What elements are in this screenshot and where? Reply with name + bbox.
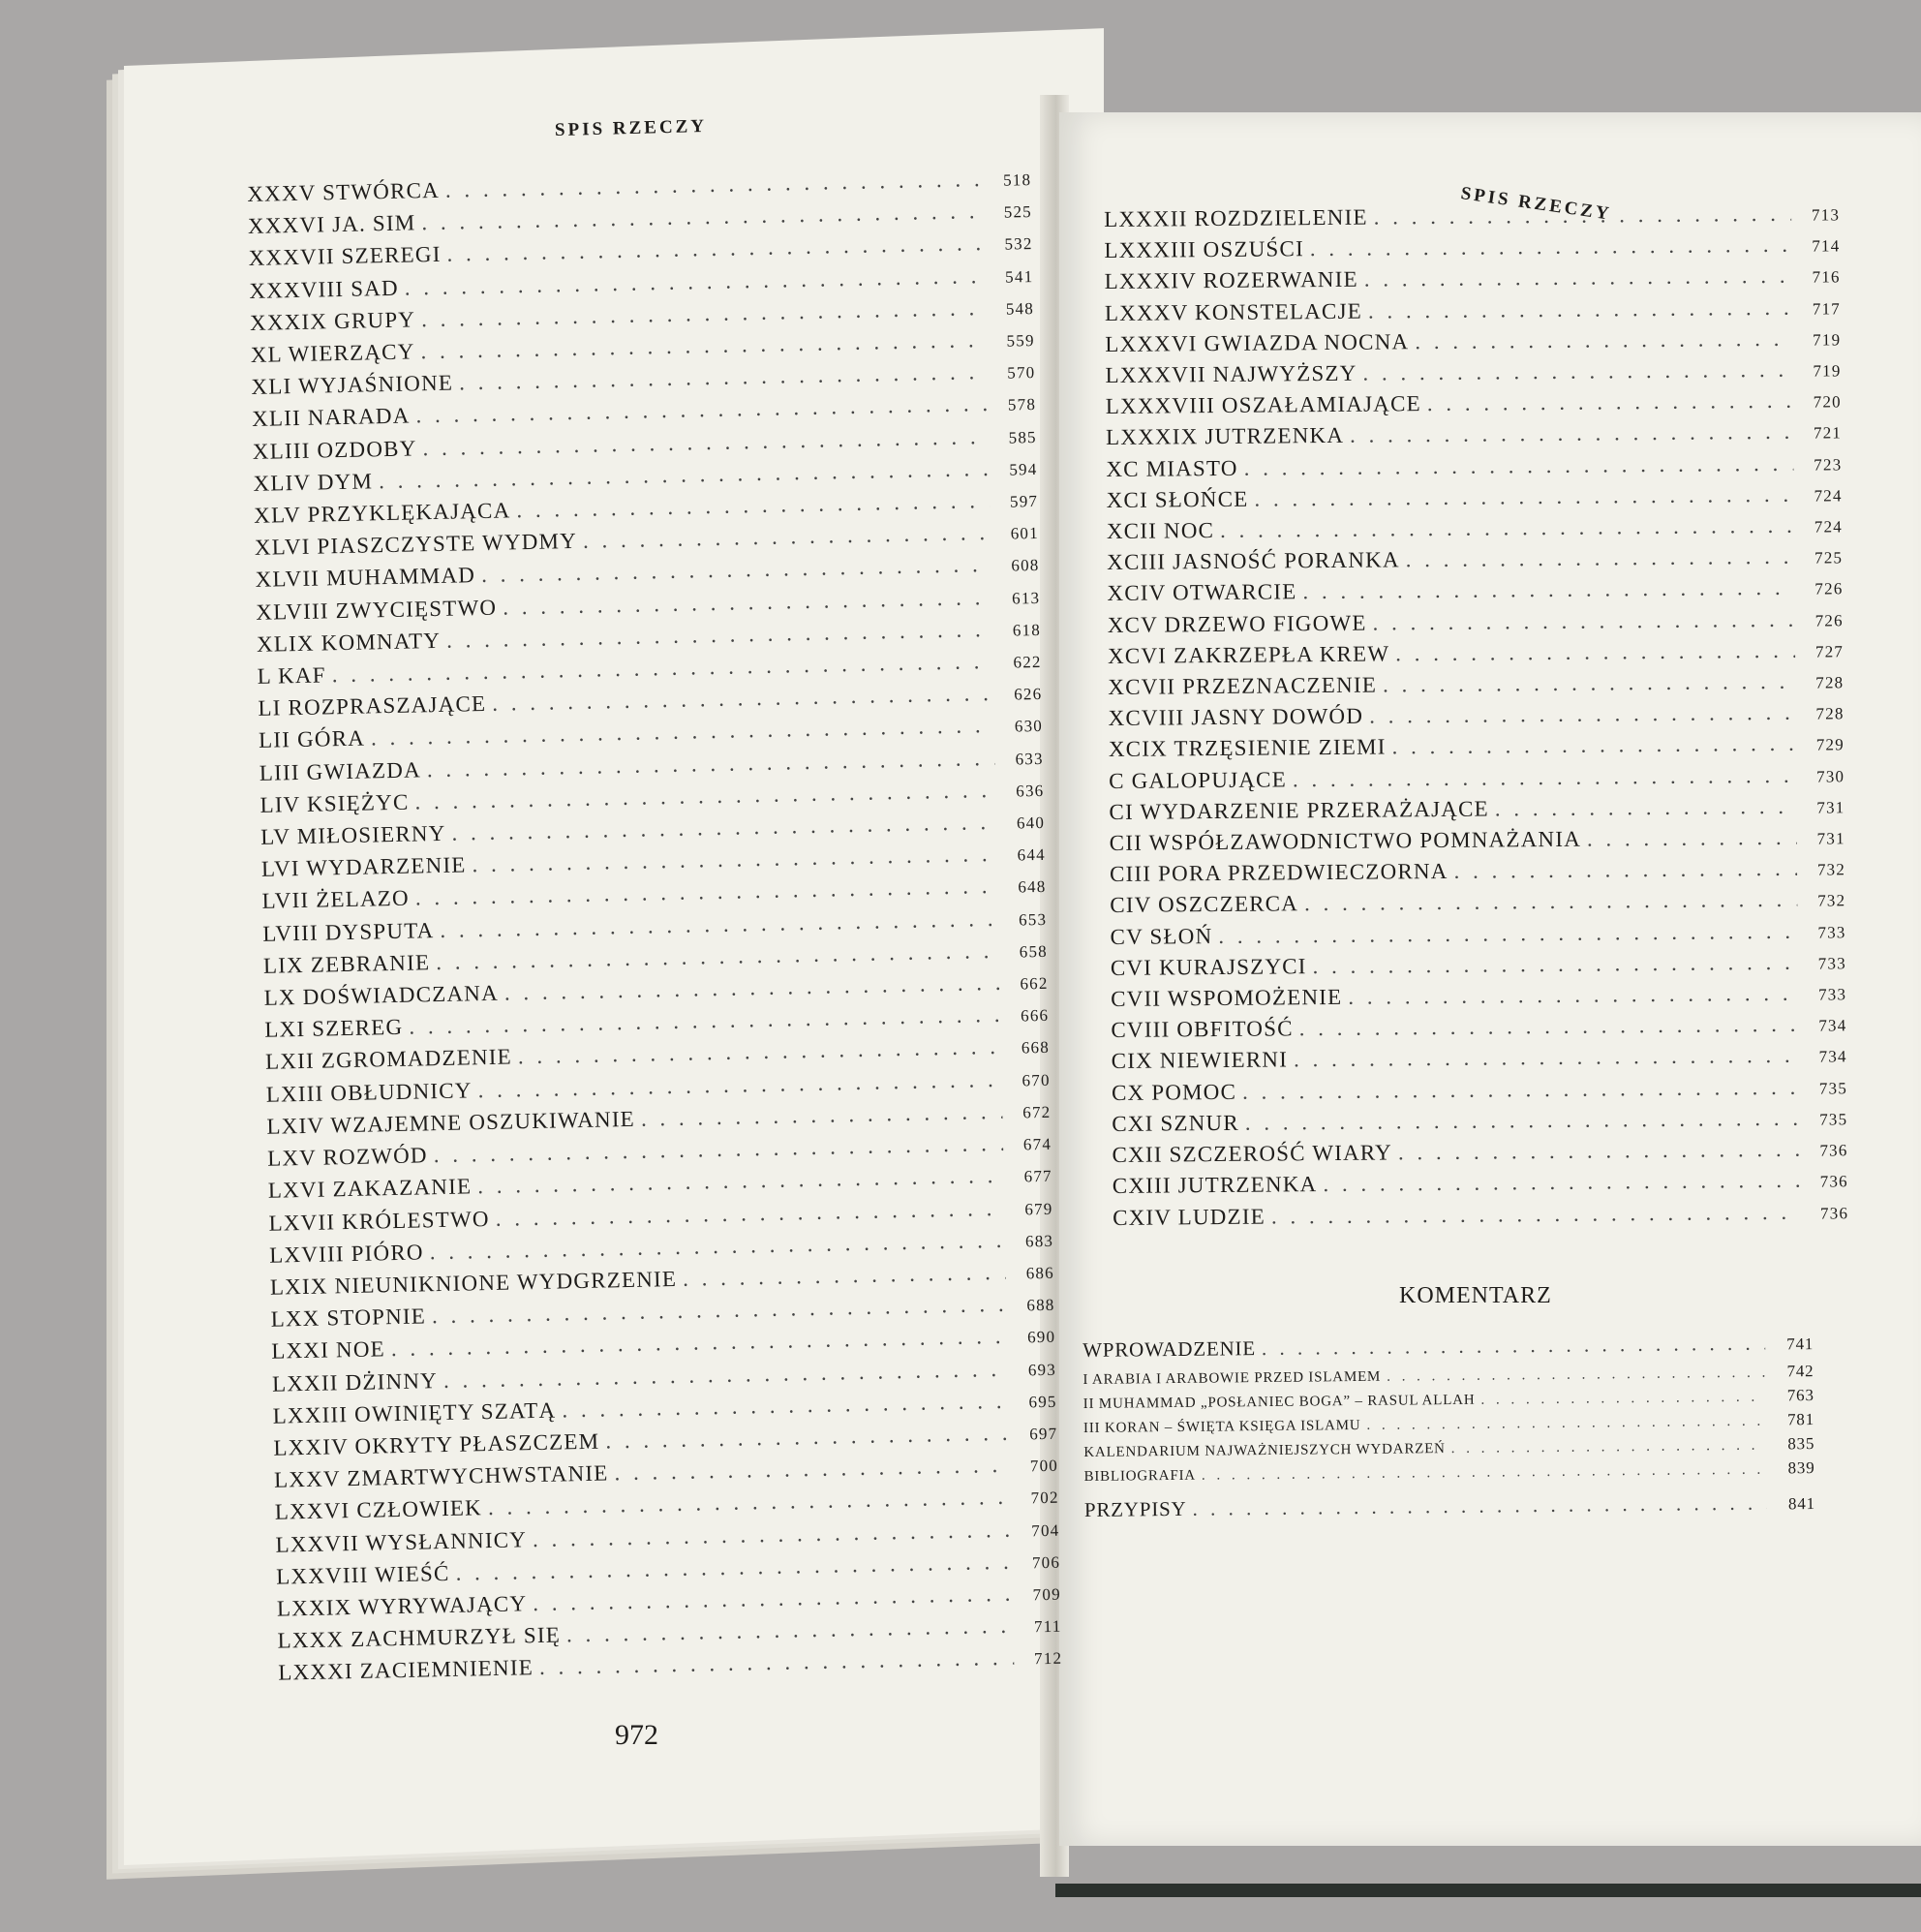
entry-title: LXXXV KONSTELACJE <box>1104 298 1363 325</box>
entry-title: LIX ZEBRANIE <box>262 950 431 978</box>
entry-title: LXXIX WYRYWAJĄCY <box>276 1591 528 1621</box>
entry-page-number: 714 <box>1812 236 1841 256</box>
entry-title: LXXXVI GWIAZDA NOCNA <box>1105 329 1410 356</box>
entry-page-number: 732 <box>1816 860 1846 879</box>
entry-page-number: 679 <box>1024 1199 1053 1218</box>
entry-page-number: 666 <box>1020 1006 1050 1026</box>
entry-page-number: 693 <box>1027 1360 1057 1379</box>
entry-page-number: 704 <box>1031 1520 1060 1540</box>
dot-leader <box>1391 729 1796 762</box>
entry-title: LXVI ZAKAZANIE <box>267 1174 473 1204</box>
entry-title: XCVII PRZEZNACZENIE <box>1108 672 1378 700</box>
dot-leader <box>1387 1363 1766 1389</box>
entry-page-number: 731 <box>1816 829 1845 848</box>
entry-title: II MUHAMMAD „POSŁANIEC BOGA” – RASUL ALLAH <box>1082 1392 1476 1412</box>
entry-title: LII GÓRA <box>258 726 366 753</box>
entry-title: LXV ROZWÓD <box>266 1143 428 1171</box>
entry-title: III KORAN – ŚWIĘTA KSIĘGA ISLAMU <box>1082 1417 1361 1436</box>
entry-page-number: 644 <box>1017 845 1046 865</box>
dot-leader <box>1366 1411 1766 1437</box>
entry-title: LXXV ZMARTWYCHWSTANIE <box>273 1460 609 1492</box>
dot-leader <box>1368 292 1792 325</box>
entry-page-number: 723 <box>1814 454 1843 475</box>
entry-page-number: 688 <box>1026 1295 1055 1315</box>
entry-title: LVII ŻELAZO <box>261 886 411 914</box>
entry-page-number: 726 <box>1814 579 1844 599</box>
entry-title: LXXI NOE <box>271 1336 386 1365</box>
entry-page-number: 730 <box>1815 767 1845 786</box>
entry-page-number: 541 <box>1004 266 1034 287</box>
entry-title: XL WIERZĄCY <box>250 339 415 367</box>
entry-page-number: 653 <box>1018 909 1048 930</box>
dot-leader <box>1395 636 1795 669</box>
entry-title: CI WYDARZENIE PRZERAŻAJĄCE <box>1109 796 1489 824</box>
dot-leader <box>1453 854 1797 886</box>
entry-page-number: 697 <box>1029 1424 1058 1444</box>
entry-page-number: 672 <box>1022 1102 1052 1122</box>
dot-leader <box>683 1257 1006 1294</box>
entry-title: XLV PRZYKLĘKAJĄCA <box>254 498 511 528</box>
entry-page-number: 735 <box>1819 1110 1848 1129</box>
entry-title: LXIX NIEUNIKNIONE WYDGRZENIE <box>269 1266 678 1300</box>
entry-title: PRZYPISY <box>1083 1496 1187 1521</box>
entry-page-number: 597 <box>1009 491 1039 511</box>
entry-page-number: 716 <box>1812 267 1841 288</box>
entry-page-number: 725 <box>1814 548 1844 567</box>
entry-title: BIBLIOGRAFIA <box>1083 1467 1197 1485</box>
entry-title: LXVIII PIÓRO <box>269 1240 424 1268</box>
entry-page-number: 733 <box>1817 923 1846 942</box>
entry-page-number: 578 <box>1007 395 1037 415</box>
entry-title: XCII NOC <box>1106 518 1215 544</box>
entry-page-number: 721 <box>1813 423 1843 444</box>
entry-title: LXXXIX JUTRZENKA <box>1105 423 1345 450</box>
entry-page-number: 711 <box>1033 1616 1062 1637</box>
dot-leader <box>1362 355 1792 388</box>
entry-page-number: 736 <box>1819 1203 1849 1223</box>
entry-title: LXXII DŻINNY <box>271 1367 439 1396</box>
entry-page-number: 717 <box>1812 298 1842 319</box>
dot-leader <box>1245 1104 1800 1138</box>
right-toc-list <box>1104 199 1848 1234</box>
entry-title: CXIII JUTRZENKA <box>1112 1172 1318 1199</box>
entry-title: XLVIII ZWYCIĘSTWO <box>256 595 498 625</box>
entry-title: LXIII OBŁUDNICY <box>265 1078 473 1107</box>
entry-title: LXI SZEREG <box>264 1015 404 1043</box>
entry-page-number: 700 <box>1029 1456 1059 1476</box>
entry-page-number: 726 <box>1814 610 1844 630</box>
entry-page-number: 548 <box>1005 298 1035 319</box>
entry-page-number: 709 <box>1032 1584 1061 1605</box>
entry-title: CX POMOC <box>1111 1079 1237 1105</box>
entry-page-number: 720 <box>1813 392 1842 412</box>
entry-page-number: 734 <box>1818 1047 1847 1067</box>
entry-title: LXX STOPNIE <box>270 1303 427 1332</box>
entry-page-number: 532 <box>1004 234 1033 255</box>
entry-page-number: 686 <box>1025 1263 1055 1283</box>
entry-title: XLVII MUHAMMAD <box>255 563 476 593</box>
entry-page-number: 713 <box>1811 205 1841 225</box>
entry-title: LXXXII ROZDZIELENIE <box>1104 204 1368 231</box>
dot-leader <box>1244 448 1794 482</box>
dot-leader <box>1348 979 1798 1012</box>
entry-page-number: 662 <box>1020 973 1049 994</box>
entry-title: LIII GWIAZDA <box>259 757 422 785</box>
entry-title: LXXXIV ROZERWANIE <box>1104 267 1358 294</box>
dot-leader <box>1323 1166 1800 1199</box>
entry-title: LVI WYDARZENIE <box>260 852 467 882</box>
entry-page-number: 518 <box>1002 170 1032 190</box>
dot-leader <box>1312 948 1798 982</box>
entry-title: XC MIASTO <box>1106 455 1238 481</box>
entry-page-number: 729 <box>1815 735 1845 755</box>
entry-page-number: 601 <box>1010 524 1040 543</box>
dot-leader <box>1218 916 1797 950</box>
dot-leader <box>1192 1487 1767 1524</box>
entry-page-number: 559 <box>1006 331 1035 351</box>
entry-page-number: 724 <box>1814 517 1844 537</box>
entry-title: C GALOPUJĄCE <box>1109 767 1288 793</box>
entry-page-number: 695 <box>1028 1392 1057 1412</box>
entry-page-number: 731 <box>1816 798 1845 817</box>
left-toc-list <box>247 163 1063 1690</box>
entry-page-number: 613 <box>1011 588 1041 608</box>
entry-title: LIV KSIĘŻYC <box>259 789 410 817</box>
komentarz-heading: KOMENTARZ <box>1399 1283 1552 1308</box>
entry-page-number: 622 <box>1013 652 1042 672</box>
entry-title: CIII PORA PRZEDWIECZORNA <box>1109 859 1448 887</box>
dot-leader <box>1254 480 1793 514</box>
dot-leader <box>1220 511 1794 545</box>
entry-page-number: 633 <box>1015 749 1044 769</box>
commentary-toc-list <box>1082 1327 1815 1527</box>
entry-page-number: 668 <box>1021 1038 1051 1058</box>
dot-leader <box>1415 324 1792 357</box>
entry-title: CIV OSZCZERCA <box>1110 891 1299 918</box>
entry-title: CVIII OBFITOŚĆ <box>1111 1016 1294 1043</box>
entry-page-number: 618 <box>1012 620 1042 640</box>
entry-page-number: 719 <box>1813 330 1842 350</box>
entry-title: XCI SŁOŃCE <box>1106 486 1249 512</box>
entry-page-number: 733 <box>1817 954 1846 973</box>
entry-title: XLII NARADA <box>251 403 411 432</box>
dot-leader <box>1398 1135 1800 1168</box>
dot-leader <box>1299 1010 1799 1044</box>
entry-title: LXIV WZAJEMNE OSZUKIWANIE <box>266 1106 636 1139</box>
entry-page-number: 690 <box>1026 1328 1056 1347</box>
entry-title: XLIX KOMNATY <box>256 628 442 657</box>
entry-title: CV SŁOŃ <box>1110 923 1213 949</box>
entry-page-number: 712 <box>1033 1649 1063 1669</box>
entry-title: XXXVI JA. SIM <box>247 210 416 239</box>
entry-title: LXXXVII NAJWYŻSZY <box>1105 360 1357 388</box>
entry-title: LXXXIII OSZUŚCI <box>1104 236 1304 263</box>
dot-leader <box>1374 199 1792 232</box>
entry-title: CXII SZCZEROŚĆ WIARY <box>1112 1140 1393 1168</box>
dot-leader <box>1310 230 1792 264</box>
entry-page-number: 594 <box>1009 459 1038 479</box>
entry-title: L KAF <box>257 662 326 689</box>
entry-page-number: 670 <box>1021 1070 1051 1090</box>
dot-leader <box>1480 1387 1766 1412</box>
entry-title: XXXV STWÓRCA <box>247 177 441 206</box>
entry-page-number: 702 <box>1030 1488 1059 1508</box>
dot-leader <box>1406 542 1795 575</box>
entry-page-number: 742 <box>1786 1362 1814 1381</box>
entry-title: I ARABIA I ARABOWIE PRZED ISLAMEM <box>1082 1368 1382 1388</box>
dot-leader <box>1304 885 1798 919</box>
dot-leader <box>1202 1459 1767 1487</box>
dot-leader <box>1372 604 1794 637</box>
entry-page-number: 640 <box>1016 813 1046 833</box>
entry-page-number: 732 <box>1817 891 1846 911</box>
entry-title: CXIV LUDZIE <box>1113 1204 1266 1230</box>
entry-title: XCVI ZAKRZEPŁA KREW <box>1107 641 1390 668</box>
dot-leader <box>1293 760 1797 794</box>
entry-page-number: 630 <box>1014 717 1044 736</box>
dot-leader <box>1271 1197 1800 1231</box>
entry-page-number: 570 <box>1007 363 1036 383</box>
entry-page-number: 733 <box>1817 985 1847 1004</box>
entry-title: KALENDARIUM NAJWAŻNIEJSZYCH WYDARZEŃ <box>1083 1441 1446 1460</box>
entry-page-number: 736 <box>1819 1172 1848 1191</box>
entry-page-number: 734 <box>1818 1016 1847 1035</box>
right-page-header: SPIS RZECZY <box>1459 183 1613 225</box>
entry-page-number: 674 <box>1022 1134 1052 1154</box>
entry-title: LXXXVIII OSZAŁAMIAJĄCE <box>1105 391 1421 419</box>
entry-title: CIX NIEWIERNI <box>1111 1047 1289 1074</box>
entry-page-number: 728 <box>1815 704 1845 723</box>
entry-title: LI ROZPRASZAJĄCE <box>258 691 487 721</box>
entry-title: LXXVIII WIEŚĆ <box>275 1560 450 1589</box>
entry-page-number: 683 <box>1024 1231 1054 1251</box>
entry-page-number: 841 <box>1787 1494 1815 1514</box>
dot-leader <box>1262 1328 1766 1364</box>
dot-leader <box>1383 667 1796 700</box>
entry-title: WPROWADZENIE <box>1082 1336 1257 1362</box>
entry-title: LXXVI CZŁOWIEK <box>274 1495 483 1525</box>
entry-title: XLVI PIASZCZYSTE WYDMY <box>254 529 578 561</box>
entry-title: LXII ZGROMADZENIE <box>264 1044 513 1075</box>
left-page-header: SPIS RZECZY <box>554 115 708 141</box>
entry-page-number: 608 <box>1011 556 1040 575</box>
dot-leader <box>1451 1435 1767 1460</box>
entry-title: LVIII DYSPUTA <box>262 917 435 946</box>
entry-page-number: 728 <box>1815 673 1845 692</box>
entry-title: XLIV DYM <box>253 469 374 496</box>
dot-leader <box>1242 1072 1799 1106</box>
entry-page-number: 763 <box>1786 1386 1814 1405</box>
entry-title: CII WSPÓŁZAWODNICTWO POMNAŻANIA <box>1109 826 1582 856</box>
entry-title: LXXIII OWINIĘTY SZATĄ <box>272 1397 557 1428</box>
entry-title: LV MIŁOSIERNY <box>259 820 446 849</box>
entry-title: LX DOŚWIADCZANA <box>263 980 500 1010</box>
dot-leader <box>1495 792 1797 824</box>
entry-title: XXXVII SZEREGI <box>248 242 442 271</box>
dot-leader <box>1427 386 1793 419</box>
entry-page-number: 724 <box>1814 486 1843 506</box>
dot-leader <box>1587 823 1797 854</box>
entry-title: XLI WYJAŚNIONE <box>251 370 454 400</box>
dot-leader <box>1364 261 1792 294</box>
page-number: 972 <box>615 1719 658 1751</box>
entry-title: XCVIII JASNY DOWÓD <box>1108 703 1364 731</box>
entry-page-number: 626 <box>1014 685 1043 704</box>
entry-title: CXI SZNUR <box>1112 1110 1239 1136</box>
entry-page-number: 839 <box>1787 1458 1815 1478</box>
dot-leader <box>1350 417 1793 450</box>
entry-title: LXXVII WYSŁANNICY <box>275 1526 528 1557</box>
entry-title: XCIII JASNOŚĆ PORANKA <box>1107 547 1400 575</box>
dot-leader <box>1294 1041 1799 1075</box>
toc-entry <box>1113 1197 1848 1235</box>
book-cover-edge <box>1055 1884 1921 1897</box>
entry-title: XCIV OTWARCIE <box>1107 579 1297 606</box>
entry-page-number: 719 <box>1813 361 1842 381</box>
entry-title: LXXIV OKRYTY PŁASZCZEM <box>273 1428 600 1460</box>
dot-leader <box>1369 698 1796 731</box>
entry-title: LXVII KRÓLESTWO <box>268 1206 490 1236</box>
entry-page-number: 741 <box>1786 1334 1814 1354</box>
entry-page-number: 835 <box>1787 1434 1815 1454</box>
entry-title: XLIII OZDOBY <box>252 436 417 464</box>
entry-title: XXXVIII SAD <box>249 275 400 303</box>
entry-page-number: 727 <box>1814 642 1845 661</box>
entry-title: CVII WSPOMOŻENIE <box>1111 984 1343 1012</box>
entry-page-number: 585 <box>1008 427 1037 447</box>
entry-title: LXXX ZACHMURZYŁ SIĘ <box>277 1622 562 1653</box>
dot-leader <box>1302 573 1794 607</box>
entry-page-number: 648 <box>1018 877 1047 897</box>
entry-title: CVI KURAJSZYCI <box>1110 954 1307 980</box>
entry-page-number: 736 <box>1819 1141 1848 1160</box>
entry-title: XXXIX GRUPY <box>249 307 416 335</box>
entry-page-number: 658 <box>1019 941 1049 962</box>
dot-leader <box>641 1096 1003 1134</box>
entry-page-number: 636 <box>1016 781 1045 801</box>
entry-title: XCV DRZEWO FIGOWE <box>1107 610 1367 637</box>
entry-page-number: 706 <box>1031 1552 1061 1573</box>
entry-title: LXXXI ZACIEMNIENIE <box>278 1655 534 1686</box>
entry-page-number: 781 <box>1786 1410 1815 1429</box>
entry-page-number: 735 <box>1818 1079 1848 1098</box>
entry-page-number: 525 <box>1003 202 1033 222</box>
entry-page-number: 677 <box>1023 1167 1052 1186</box>
entry-title: XCIX TRZĘSIENIE ZIEMI <box>1108 734 1387 762</box>
